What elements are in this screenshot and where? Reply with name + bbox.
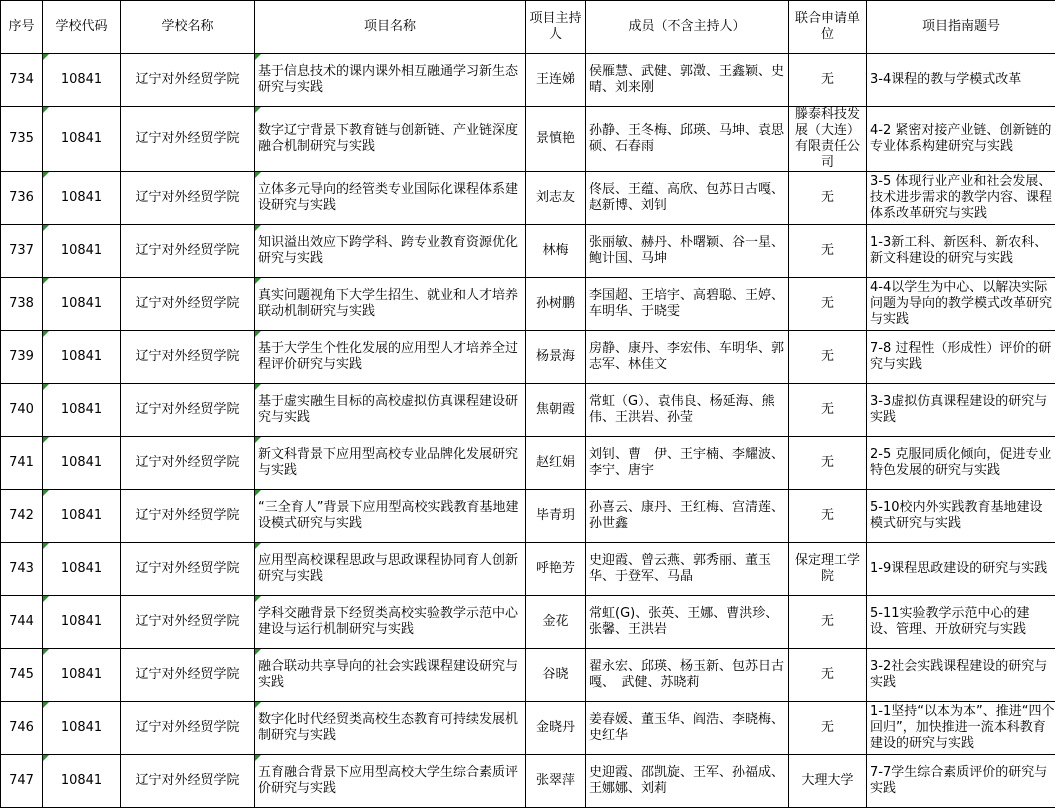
cell-code-text: 10841 bbox=[61, 131, 102, 146]
cell-project-text: 基于虚实融生目标的高校虚拟仿真课程建设研究与实践 bbox=[258, 394, 518, 425]
cell-code bbox=[43, 755, 121, 808]
cell-school-text: 辽宁对外经贸学院 bbox=[135, 614, 239, 629]
cell-guide-text: 4-4以学生为中心、以解决实际问题为导向的教学模式改革研究与实践 bbox=[870, 280, 1052, 327]
cell-guide bbox=[867, 278, 1055, 331]
cell-host bbox=[526, 755, 586, 808]
cell-members bbox=[586, 649, 789, 702]
cell-code-text: 10841 bbox=[61, 720, 102, 735]
cell-joint-text: 无 bbox=[821, 296, 834, 311]
cell-project bbox=[255, 172, 526, 225]
cell-guide-text: 3-4课程的教与学模式改革 bbox=[870, 72, 1021, 87]
cell-code-text: 10841 bbox=[61, 402, 102, 417]
cell-school-text: 辽宁对外经贸学院 bbox=[135, 508, 239, 523]
cell-school bbox=[121, 331, 255, 384]
cell-school bbox=[121, 384, 255, 437]
cell-guide-text: 7-8 过程性（形成性）评价的研究与实践 bbox=[870, 341, 1051, 372]
cell-marker-icon bbox=[255, 54, 261, 60]
cell-members bbox=[586, 278, 789, 331]
cell-joint-text: 无 bbox=[821, 243, 834, 258]
cell-marker-icon bbox=[43, 331, 49, 337]
cell-school bbox=[121, 490, 255, 543]
cell-code bbox=[43, 107, 121, 172]
cell-code bbox=[43, 702, 121, 755]
cell-joint bbox=[789, 490, 867, 543]
cell-project-text: 基于信息技术的课内课外相互融通学习新生态研究与实践 bbox=[258, 64, 518, 95]
cell-project bbox=[255, 278, 526, 331]
cell-seq bbox=[1, 384, 43, 437]
cell-members-text: 张丽敏、赫丹、朴曙颖、谷一星、鲍计国、马坤 bbox=[589, 235, 784, 266]
cell-joint-text: 无 bbox=[821, 455, 834, 470]
cell-members bbox=[586, 225, 789, 278]
cell-joint bbox=[789, 107, 867, 172]
cell-project bbox=[255, 755, 526, 808]
cell-project-text: 数字化时代经贸类高校生态教育可持续发展机制研究与实践 bbox=[258, 712, 518, 743]
cell-seq-text: 744 bbox=[9, 614, 34, 629]
cell-joint-text: 无 bbox=[821, 402, 834, 417]
cell-school bbox=[121, 649, 255, 702]
cell-project-text: 知识溢出效应下跨学科、跨专业教育资源优化研究与实践 bbox=[258, 235, 518, 266]
cell-marker-icon bbox=[43, 225, 49, 231]
cell-school-text: 辽宁对外经贸学院 bbox=[135, 720, 239, 735]
cell-guide bbox=[867, 54, 1055, 107]
cell-project-text: 基于大学生个性化发展的应用型人才培养全过程评价研究与实践 bbox=[258, 341, 518, 372]
cell-members bbox=[586, 702, 789, 755]
cell-guide bbox=[867, 225, 1055, 278]
cell-host bbox=[526, 278, 586, 331]
cell-members-text: 侯雁慧、武健、郭澂、王鑫颖、史晴、刘来刚 bbox=[589, 64, 784, 95]
cell-code bbox=[43, 331, 121, 384]
cell-host bbox=[526, 107, 586, 172]
cell-code-text: 10841 bbox=[61, 561, 102, 576]
cell-project-text: 立体多元导向的经管类专业国际化课程体系建设研究与实践 bbox=[258, 182, 518, 213]
table-row bbox=[1, 437, 1055, 490]
cell-joint bbox=[789, 649, 867, 702]
header-host: 项目主持人 bbox=[526, 1, 586, 54]
cell-joint-text: 保定理工学院 bbox=[795, 553, 860, 584]
cell-project-text: 数字辽宁背景下教育链与创新链、产业链深度融合机制研究与实践 bbox=[258, 123, 518, 154]
cell-host bbox=[526, 172, 586, 225]
cell-guide-text: 1-3新工科、新医科、新农科、新文科建设的研究与实践 bbox=[870, 235, 1047, 266]
cell-joint-text: 滕泰科技发展（大连）有限责任公司 bbox=[795, 107, 860, 170]
cell-marker-icon bbox=[43, 437, 49, 443]
cell-marker-icon bbox=[43, 172, 49, 178]
header-row bbox=[1, 1, 1055, 54]
cell-joint bbox=[789, 225, 867, 278]
cell-school bbox=[121, 225, 255, 278]
cell-seq bbox=[1, 596, 43, 649]
cell-seq-text: 745 bbox=[9, 667, 34, 682]
cell-host-text: 杨景海 bbox=[536, 349, 575, 364]
cell-joint-text: 无 bbox=[821, 720, 834, 735]
cell-host-text: 张翠萍 bbox=[536, 773, 575, 788]
cell-marker-icon bbox=[255, 384, 261, 390]
cell-guide-text: 3-2社会实践课程建设的研究与实践 bbox=[870, 659, 1047, 690]
cell-joint bbox=[789, 384, 867, 437]
cell-code bbox=[43, 649, 121, 702]
cell-marker-icon bbox=[43, 278, 49, 284]
cell-guide bbox=[867, 331, 1055, 384]
cell-host bbox=[526, 331, 586, 384]
cell-seq-text: 742 bbox=[9, 508, 34, 523]
cell-guide bbox=[867, 702, 1055, 755]
header-members: 成员（不含主持人） bbox=[586, 1, 789, 54]
cell-seq-text: 735 bbox=[9, 131, 34, 146]
cell-marker-icon bbox=[43, 543, 49, 549]
cell-joint-text: 无 bbox=[821, 508, 834, 523]
cell-members-text: 常虹(G)、张英、王娜、曹洪珍、张馨、王洪岩 bbox=[589, 606, 778, 637]
cell-joint bbox=[789, 543, 867, 596]
cell-guide bbox=[867, 437, 1055, 490]
cell-code-text: 10841 bbox=[61, 72, 102, 87]
cell-seq bbox=[1, 107, 43, 172]
cell-members bbox=[586, 490, 789, 543]
cell-members-text: 常虹（G）、袁伟良、杨延海、熊伟、王洪岩、孙莹 bbox=[589, 394, 775, 425]
cell-members bbox=[586, 596, 789, 649]
cell-code bbox=[43, 172, 121, 225]
cell-project-text: “三全育人”背景下应用型高校实践教育基地建设模式研究与实践 bbox=[258, 500, 518, 531]
cell-joint-text: 无 bbox=[821, 614, 834, 629]
cell-seq bbox=[1, 543, 43, 596]
cell-members-text: 史迎霞、邵凯旋、王军、孙福成、王娜娜、刘莉 bbox=[589, 765, 784, 796]
cell-host-text: 赵红娟 bbox=[536, 455, 575, 470]
table-row bbox=[1, 384, 1055, 437]
table-row bbox=[1, 596, 1055, 649]
cell-school bbox=[121, 54, 255, 107]
cell-seq bbox=[1, 702, 43, 755]
cell-project-text: 真实问题视角下大学生招生、就业和人才培养联动机制研究与实践 bbox=[258, 288, 518, 319]
cell-school-text: 辽宁对外经贸学院 bbox=[135, 402, 239, 417]
cell-guide-text: 4-2 紧密对接产业链、创新链的专业体系构建研究与实践 bbox=[870, 123, 1051, 154]
cell-joint bbox=[789, 437, 867, 490]
cell-code bbox=[43, 543, 121, 596]
cell-seq-text: 747 bbox=[9, 773, 34, 788]
cell-project-text: 学科交融背景下经贸类高校实验教学示范中心建设与运行机制研究与实践 bbox=[258, 606, 518, 637]
cell-joint-text: 无 bbox=[821, 72, 834, 87]
cell-guide bbox=[867, 649, 1055, 702]
cell-members bbox=[586, 755, 789, 808]
cell-joint bbox=[789, 278, 867, 331]
cell-school-text: 辽宁对外经贸学院 bbox=[135, 131, 239, 146]
cell-school bbox=[121, 172, 255, 225]
cell-project bbox=[255, 437, 526, 490]
cell-marker-icon bbox=[255, 225, 261, 231]
cell-host-text: 金晓丹 bbox=[536, 720, 575, 735]
cell-school-text: 辽宁对外经贸学院 bbox=[135, 243, 239, 258]
cell-marker-icon bbox=[255, 107, 261, 113]
header-project: 项目名称 bbox=[255, 1, 526, 54]
cell-members bbox=[586, 437, 789, 490]
cell-code bbox=[43, 490, 121, 543]
cell-seq-text: 741 bbox=[9, 455, 34, 470]
table-body bbox=[1, 54, 1055, 808]
cell-code-text: 10841 bbox=[61, 455, 102, 470]
cell-school-text: 辽宁对外经贸学院 bbox=[135, 667, 239, 682]
cell-school bbox=[121, 437, 255, 490]
cell-marker-icon bbox=[255, 437, 261, 443]
cell-school-text: 辽宁对外经贸学院 bbox=[135, 190, 239, 205]
cell-marker-icon bbox=[255, 702, 261, 708]
cell-marker-icon bbox=[255, 172, 261, 178]
cell-joint bbox=[789, 54, 867, 107]
cell-project-text: 新文科背景下应用型高校专业品牌化发展研究与实践 bbox=[258, 447, 518, 478]
cell-code bbox=[43, 437, 121, 490]
cell-project-text: 应用型高校课程思政与思政课程协同育人创新研究与实践 bbox=[258, 553, 518, 584]
cell-members-text: 佟辰、王蕴、高欣、包苏日古嘎、赵新博、刘钊 bbox=[589, 182, 784, 213]
cell-marker-icon bbox=[255, 543, 261, 549]
cell-members bbox=[586, 384, 789, 437]
cell-code bbox=[43, 596, 121, 649]
cell-seq bbox=[1, 225, 43, 278]
cell-marker-icon bbox=[43, 596, 49, 602]
cell-guide bbox=[867, 384, 1055, 437]
table-row bbox=[1, 755, 1055, 808]
cell-code bbox=[43, 225, 121, 278]
cell-seq bbox=[1, 490, 43, 543]
cell-marker-icon bbox=[43, 702, 49, 708]
cell-joint-text: 无 bbox=[821, 349, 834, 364]
cell-host bbox=[526, 596, 586, 649]
cell-project bbox=[255, 384, 526, 437]
cell-host-text: 王连娣 bbox=[536, 72, 575, 87]
cell-marker-icon bbox=[255, 331, 261, 337]
cell-project bbox=[255, 54, 526, 107]
cell-guide bbox=[867, 543, 1055, 596]
cell-code-text: 10841 bbox=[61, 349, 102, 364]
cell-guide bbox=[867, 172, 1055, 225]
cell-host bbox=[526, 702, 586, 755]
cell-members bbox=[586, 331, 789, 384]
cell-seq-text: 739 bbox=[9, 349, 34, 364]
cell-project bbox=[255, 225, 526, 278]
cell-project bbox=[255, 596, 526, 649]
table-row bbox=[1, 490, 1055, 543]
cell-members bbox=[586, 543, 789, 596]
table-row bbox=[1, 278, 1055, 331]
cell-joint bbox=[789, 702, 867, 755]
cell-guide-text: 2-5 克服同质化倾向，促进专业特色发展的研究与实践 bbox=[870, 447, 1051, 478]
cell-code-text: 10841 bbox=[61, 773, 102, 788]
table-row bbox=[1, 649, 1055, 702]
cell-host bbox=[526, 543, 586, 596]
cell-host-text: 景慎艳 bbox=[536, 131, 575, 146]
cell-code-text: 10841 bbox=[61, 614, 102, 629]
table-row bbox=[1, 54, 1055, 107]
cell-code-text: 10841 bbox=[61, 296, 102, 311]
cell-project bbox=[255, 331, 526, 384]
cell-school-text: 辽宁对外经贸学院 bbox=[135, 455, 239, 470]
cell-guide-text: 3-5 体现行业产业和社会发展、技术进步需求的教学内容、课程体系改革研究与实践 bbox=[870, 174, 1052, 221]
cell-project bbox=[255, 543, 526, 596]
cell-school-text: 辽宁对外经贸学院 bbox=[135, 296, 239, 311]
cell-seq bbox=[1, 437, 43, 490]
cell-host bbox=[526, 490, 586, 543]
cell-host bbox=[526, 54, 586, 107]
cell-seq bbox=[1, 755, 43, 808]
header-guide: 项目指南题号 bbox=[867, 1, 1055, 54]
cell-seq bbox=[1, 54, 43, 107]
cell-host-text: 刘志友 bbox=[536, 190, 575, 205]
cell-code-text: 10841 bbox=[61, 508, 102, 523]
cell-seq-text: 740 bbox=[9, 402, 34, 417]
cell-school-text: 辽宁对外经贸学院 bbox=[135, 349, 239, 364]
cell-joint bbox=[789, 331, 867, 384]
cell-seq-text: 738 bbox=[9, 296, 34, 311]
cell-seq-text: 746 bbox=[9, 720, 34, 735]
cell-host bbox=[526, 437, 586, 490]
cell-school bbox=[121, 543, 255, 596]
cell-seq bbox=[1, 172, 43, 225]
cell-marker-icon bbox=[43, 755, 49, 761]
cell-school bbox=[121, 702, 255, 755]
cell-seq-text: 737 bbox=[9, 243, 34, 258]
cell-marker-icon bbox=[43, 649, 49, 655]
cell-marker-icon bbox=[255, 278, 261, 284]
cell-host-text: 林梅 bbox=[542, 243, 568, 258]
cell-marker-icon bbox=[43, 54, 49, 60]
table-row bbox=[1, 225, 1055, 278]
cell-code bbox=[43, 54, 121, 107]
cell-school-text: 辽宁对外经贸学院 bbox=[135, 72, 239, 87]
cell-members-text: 姜春媛、董玉华、阎浩、李晓梅、史红华 bbox=[589, 712, 784, 743]
cell-host-text: 谷晓 bbox=[542, 667, 568, 682]
header-joint: 联合申请单位 bbox=[789, 1, 867, 54]
table-row bbox=[1, 331, 1055, 384]
cell-code-text: 10841 bbox=[61, 190, 102, 205]
cell-seq bbox=[1, 278, 43, 331]
cell-guide-text: 1-1坚持“以本为本”、推进“四个回归”，加快推进一流本科教育建设的研究与实践 bbox=[870, 704, 1054, 751]
cell-project bbox=[255, 490, 526, 543]
cell-members-text: 刘钊、曹 伊、王宇楠、李耀波、李宁、唐宇 bbox=[589, 447, 784, 478]
table-row bbox=[1, 172, 1055, 225]
header-seq: 序号 bbox=[1, 1, 43, 54]
cell-project bbox=[255, 702, 526, 755]
cell-school bbox=[121, 278, 255, 331]
cell-project-text: 融合联动共享导向的社会实践课程建设研究与实践 bbox=[258, 659, 518, 690]
cell-members-text: 孙静、王冬梅、邱瑛、马坤、袁思硕、石春雨 bbox=[589, 123, 784, 154]
cell-guide-text: 7-7学生综合素质评价的研究与实践 bbox=[870, 765, 1047, 796]
table-row bbox=[1, 543, 1055, 596]
cell-marker-icon bbox=[255, 596, 261, 602]
cell-guide bbox=[867, 755, 1055, 808]
cell-marker-icon bbox=[43, 384, 49, 390]
cell-members bbox=[586, 54, 789, 107]
cell-code bbox=[43, 384, 121, 437]
cell-guide bbox=[867, 596, 1055, 649]
cell-guide-text: 5-11实验教学示范中心的建设、管理、开放研究与实践 bbox=[870, 606, 1030, 637]
cell-guide-text: 1-9课程思政建设的研究与实践 bbox=[870, 561, 1047, 576]
cell-guide-text: 3-3虚拟仿真课程建设的研究与实践 bbox=[870, 394, 1047, 425]
cell-project bbox=[255, 649, 526, 702]
cell-members-text: 房静、康丹、李宏伟、车明华、郭志军、林佳文 bbox=[589, 341, 784, 372]
cell-members-text: 史迎霞、曾云燕、郭秀丽、董玉华、于登军、马晶 bbox=[589, 553, 771, 584]
header-school: 学校名称 bbox=[121, 1, 255, 54]
cell-members-text: 孙喜云、康丹、王红梅、宫清莲、孙世鑫 bbox=[589, 500, 784, 531]
cell-seq-text: 743 bbox=[9, 561, 34, 576]
cell-guide bbox=[867, 490, 1055, 543]
cell-code-text: 10841 bbox=[61, 243, 102, 258]
cell-seq-text: 736 bbox=[9, 190, 34, 205]
cell-school-text: 辽宁对外经贸学院 bbox=[135, 561, 239, 576]
cell-members-text: 翟永宏、邱瑛、杨玉新、包苏日古嘎、 武健、苏晓莉 bbox=[589, 659, 784, 690]
header-code: 学校代码 bbox=[43, 1, 121, 54]
cell-school bbox=[121, 107, 255, 172]
cell-marker-icon bbox=[255, 490, 261, 496]
cell-joint bbox=[789, 172, 867, 225]
cell-members bbox=[586, 172, 789, 225]
cell-joint-text: 大理大学 bbox=[801, 773, 853, 788]
cell-code bbox=[43, 278, 121, 331]
cell-marker-icon bbox=[255, 649, 261, 655]
cell-seq-text: 734 bbox=[9, 72, 34, 87]
cell-joint bbox=[789, 596, 867, 649]
cell-project-text: 五育融合背景下应用型高校大学生综合素质评价研究与实践 bbox=[258, 765, 518, 796]
cell-host bbox=[526, 649, 586, 702]
cell-marker-icon bbox=[43, 490, 49, 496]
cell-members-text: 李国超、王培宇、高碧聪、王婷、车明华、于晓雯 bbox=[589, 288, 784, 319]
cell-host bbox=[526, 225, 586, 278]
cell-host-text: 金花 bbox=[542, 614, 568, 629]
cell-marker-icon bbox=[255, 755, 261, 761]
cell-school-text: 辽宁对外经贸学院 bbox=[135, 773, 239, 788]
cell-project bbox=[255, 107, 526, 172]
cell-host bbox=[526, 384, 586, 437]
cell-guide-text: 5-10校内外实践教育基地建设模式研究与实践 bbox=[870, 500, 1043, 531]
cell-host-text: 呼艳芳 bbox=[536, 561, 575, 576]
cell-school bbox=[121, 755, 255, 808]
cell-joint bbox=[789, 755, 867, 808]
table-row bbox=[1, 107, 1055, 172]
cell-host-text: 孙树鹏 bbox=[536, 296, 575, 311]
cell-seq bbox=[1, 649, 43, 702]
cell-code-text: 10841 bbox=[61, 667, 102, 682]
cell-seq bbox=[1, 331, 43, 384]
cell-joint-text: 无 bbox=[821, 190, 834, 205]
cell-host-text: 焦朝霞 bbox=[536, 402, 575, 417]
cell-guide bbox=[867, 107, 1055, 172]
cell-school bbox=[121, 596, 255, 649]
table-row bbox=[1, 702, 1055, 755]
cell-marker-icon bbox=[43, 107, 49, 113]
cell-members bbox=[586, 107, 789, 172]
cell-joint-text: 无 bbox=[821, 667, 834, 682]
cell-host-text: 毕青玥 bbox=[536, 508, 575, 523]
